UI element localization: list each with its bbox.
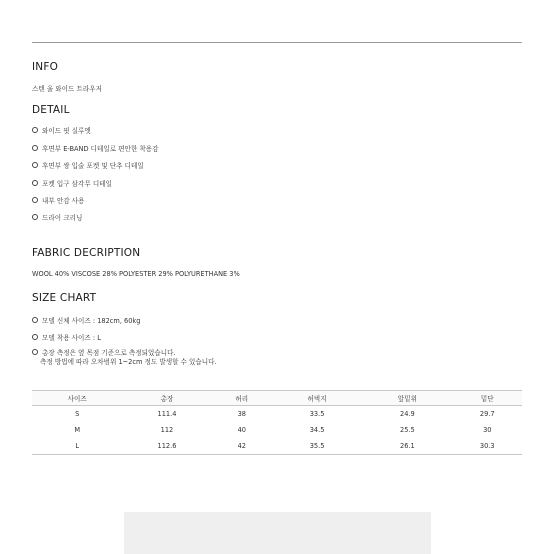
size-table <box>32 390 522 455</box>
table-row <box>32 422 522 438</box>
measurement-note: 총장 측정은 옆 목점 기준으로 측정되었습니다. 측정 방법에 따라 오차범위 1~2cm 정도 발생할 수 있습니다. <box>32 349 217 367</box>
table-row <box>32 406 522 423</box>
column-header: 밑단 <box>453 391 522 406</box>
circle-bullet-icon <box>32 127 38 133</box>
circle-bullet-icon <box>32 145 38 151</box>
table-cell: M <box>74 426 81 434</box>
table-cell: 25.5 <box>400 426 415 434</box>
fabric-heading: FABRIC DECRIPTION <box>32 247 141 259</box>
table-cell: 24.9 <box>400 410 415 418</box>
table-cell: 34.5 <box>309 426 325 434</box>
column-header: 총장 <box>122 391 211 406</box>
detail-item: 후면부 E-BAND 디테일로 편안한 착용감 <box>32 143 159 153</box>
table-header-row <box>32 391 522 406</box>
model-body-info: 모델 신체 사이즈 : 182cm, 60kg <box>32 315 140 325</box>
model-size-info: 모델 착용 사이즈 : L <box>32 332 101 342</box>
column-header: 앞밑위 <box>362 391 452 406</box>
column-header: 허리 <box>212 391 272 406</box>
detail-item: 와이드 핏 실루엣 <box>32 125 91 135</box>
detail-item: 포켓 입구 삼각무 디테일 <box>32 178 112 188</box>
table-cell: 30 <box>483 426 492 434</box>
detail-item: 드라이 크리닝 <box>32 212 82 222</box>
column-header: 사이즈 <box>32 391 122 406</box>
table-cell: 29.7 <box>479 410 495 418</box>
circle-bullet-icon <box>32 197 38 203</box>
table-row <box>32 438 522 455</box>
table-cell: 112.6 <box>122 438 211 455</box>
table-cell: 26.1 <box>362 438 452 455</box>
circle-bullet-icon <box>32 334 38 340</box>
top-divider <box>32 42 522 43</box>
circle-bullet-icon <box>32 180 38 186</box>
info-heading: INFO <box>32 61 59 73</box>
info-text: 스텐 울 와이드 트라우저 <box>32 85 102 93</box>
circle-bullet-icon <box>32 214 38 220</box>
table-cell: 33.5 <box>309 410 325 418</box>
table-cell: S <box>75 410 80 418</box>
table-cell: 112 <box>160 426 174 434</box>
table-cell: 38 <box>237 410 246 418</box>
measurement-note-line2: 측정 방법에 따라 오차범위 1~2cm 정도 발생할 수 있습니다. <box>40 358 217 366</box>
table-cell: 40 <box>237 426 246 434</box>
column-header: 허벅지 <box>272 391 362 406</box>
table-cell: 30.3 <box>453 438 522 455</box>
table-cell: L <box>32 438 122 455</box>
circle-bullet-icon <box>32 317 38 323</box>
image-placeholder <box>124 512 431 554</box>
circle-bullet-icon <box>32 349 38 355</box>
table-cell: 42 <box>212 438 272 455</box>
detail-item: 후면부 쌍 입술 포켓 및 단추 디테일 <box>32 160 144 170</box>
detail-item: 내부 안감 사용 <box>32 195 84 205</box>
size-chart-heading: SIZE CHART <box>32 292 97 304</box>
table-cell: 35.5 <box>272 438 362 455</box>
table-cell: 111.4 <box>157 410 177 418</box>
detail-heading: DETAIL <box>32 104 70 116</box>
circle-bullet-icon <box>32 162 38 168</box>
fabric-text: WOOL 40% VISCOSE 28% POLYESTER 29% POLYURETHANE 3% <box>32 270 240 278</box>
